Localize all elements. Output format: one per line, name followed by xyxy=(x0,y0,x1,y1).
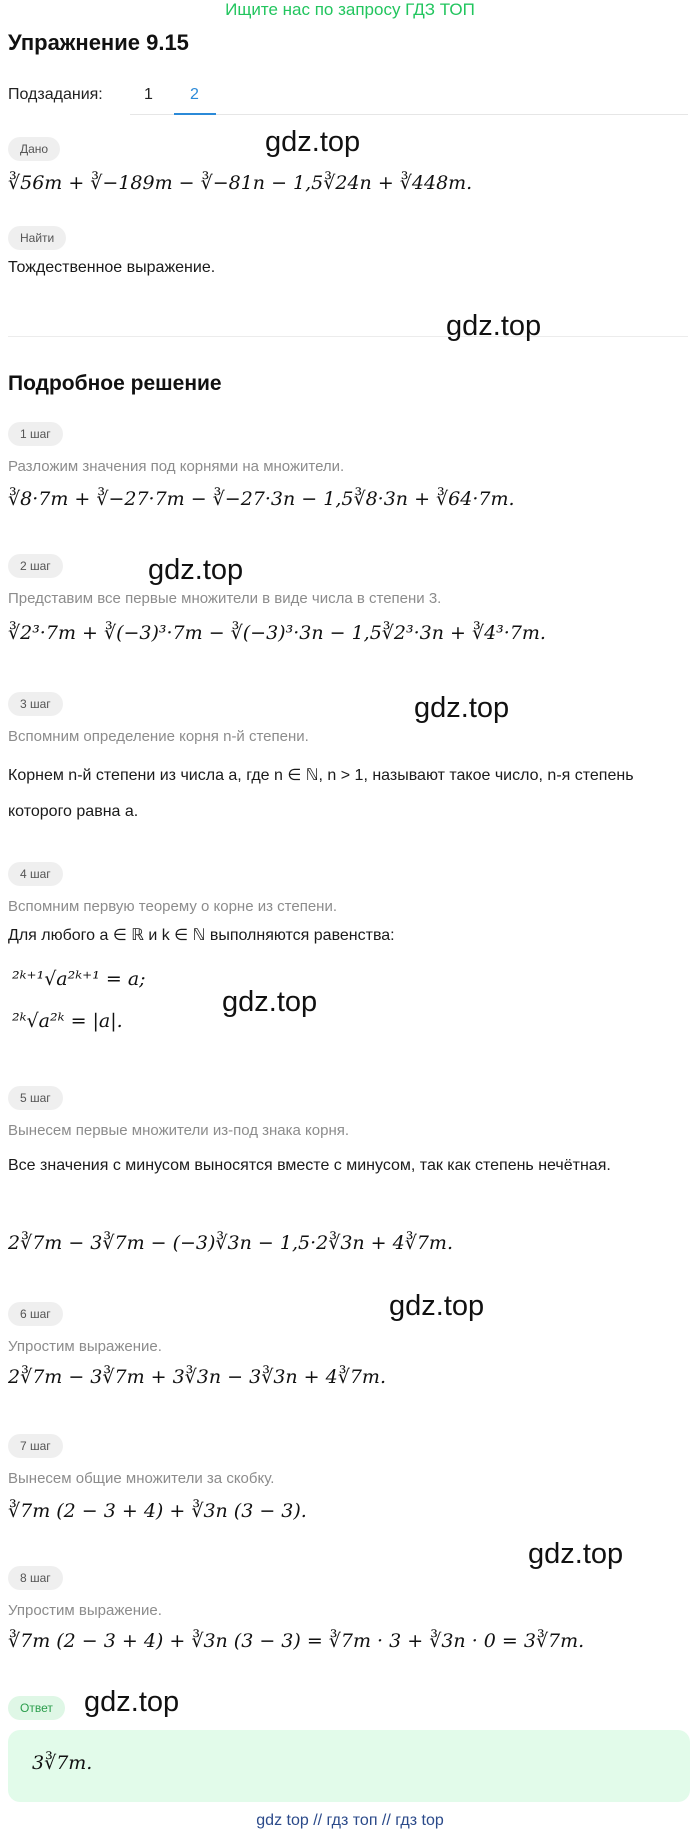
step-4-text: Для любого a ∈ ℝ и k ∈ ℕ выполняются равенства: xyxy=(8,927,395,944)
watermark: gdz.top xyxy=(528,1538,624,1570)
step-4-badge: 4 шаг xyxy=(8,862,63,886)
step-4-math-odd: ²ᵏ⁺¹√a²ᵏ⁺¹ = a; xyxy=(12,968,146,990)
step-8-caption: Упростим выражение. xyxy=(8,1602,162,1619)
step-3-badge: 3 шаг xyxy=(8,692,63,716)
step-3-caption: Вспомним определение корня n-й степени. xyxy=(8,728,309,745)
watermark: gdz.top xyxy=(446,310,542,342)
top-search-link[interactable]: Ищите нас по запросу ГДЗ ТОП xyxy=(225,0,475,19)
watermark: gdz.top xyxy=(414,692,510,724)
watermark: gdz.top xyxy=(84,1686,180,1718)
step-5-text: Все значения с минусом выносятся вместе с минусом, так как степень нечётная. xyxy=(8,1157,611,1174)
find-text: Тождественное выражение. xyxy=(8,259,216,276)
step-7-math: ∛7m (2 − 3 + 4) + ∛3n (3 − 3). xyxy=(8,1500,307,1522)
watermark: gdz.top xyxy=(265,126,361,158)
step-6-math: 2∛7m − 3∛7m + 3∛3n − 3∛3n + 4∛7m. xyxy=(8,1366,386,1388)
step-1-caption: Разложим значения под корнями на множители. xyxy=(8,458,345,475)
answer-badge: Ответ xyxy=(8,1696,65,1720)
answer-box xyxy=(8,1730,690,1802)
step-8-badge: 8 шаг xyxy=(8,1566,63,1590)
step-2-badge: 2 шаг xyxy=(8,554,63,578)
step-5-caption: Вынесем первые множители из-под знака корня. xyxy=(8,1122,350,1139)
step-6-caption: Упростим выражение. xyxy=(8,1338,162,1355)
watermark: gdz.top xyxy=(222,986,318,1018)
tab-subtask-2[interactable]: 2 xyxy=(190,86,199,103)
step-4-math-even: ²ᵏ√a²ᵏ = |a|. xyxy=(12,1010,123,1032)
solution-title: Подробное решение xyxy=(8,372,222,395)
step-4-caption: Вспомним первую теорему о корне из степени. xyxy=(8,898,337,915)
step-5-badge: 5 шаг xyxy=(8,1086,63,1110)
find-badge: Найти xyxy=(8,226,66,250)
step-2-math: ∛2³·7m + ∛(−3)³·7m − ∛(−3)³·3n − 1,5∛2³·3n + ∛4³·7m. xyxy=(8,622,546,644)
section-divider xyxy=(8,336,688,337)
active-tab-indicator xyxy=(174,113,216,115)
step-7-badge: 7 шаг xyxy=(8,1434,63,1458)
given-badge: Дано xyxy=(8,137,60,161)
watermark: gdz.top xyxy=(389,1290,485,1322)
step-7-caption: Вынесем общие множители за скобку. xyxy=(8,1470,275,1487)
step-2-caption: Представим все первые множители в виде числа в степени 3. xyxy=(8,590,442,607)
step-3-text: Корнем n-й степени из числа a, где n ∈ ℕ, n > 1, называют такое число, n-я степень которого равна a. xyxy=(8,767,634,820)
page-title: Упражнение 9.15 xyxy=(8,30,189,55)
step-1-math: ∛8·7m + ∛−27·7m − ∛−27·3n − 1,5∛8·3n + ∛64·7m. xyxy=(8,488,515,510)
given-expression: ∛56m + ∛−189m − ∛−81n − 1,5∛24n + ∛448m. xyxy=(8,172,473,194)
step-5-math: 2∛7m − 3∛7m − (−3)∛3n − 1,5·2∛3n + 4∛7m. xyxy=(8,1232,453,1254)
step-8-math: ∛7m (2 − 3 + 4) + ∛3n (3 − 3) = ∛7m · 3 + ∛3n · 0 = 3∛7m. xyxy=(8,1630,585,1652)
footer-links[interactable]: gdz top // гдз топ // гдз top xyxy=(256,1812,444,1829)
step-1-badge: 1 шаг xyxy=(8,422,63,446)
step-6-badge: 6 шаг xyxy=(8,1302,63,1326)
watermark: gdz.top xyxy=(148,554,244,586)
answer-math: 3∛7m. xyxy=(32,1752,93,1774)
tab-subtask-1[interactable]: 1 xyxy=(144,86,153,103)
subtasks-label: Подзадания: xyxy=(8,86,103,103)
